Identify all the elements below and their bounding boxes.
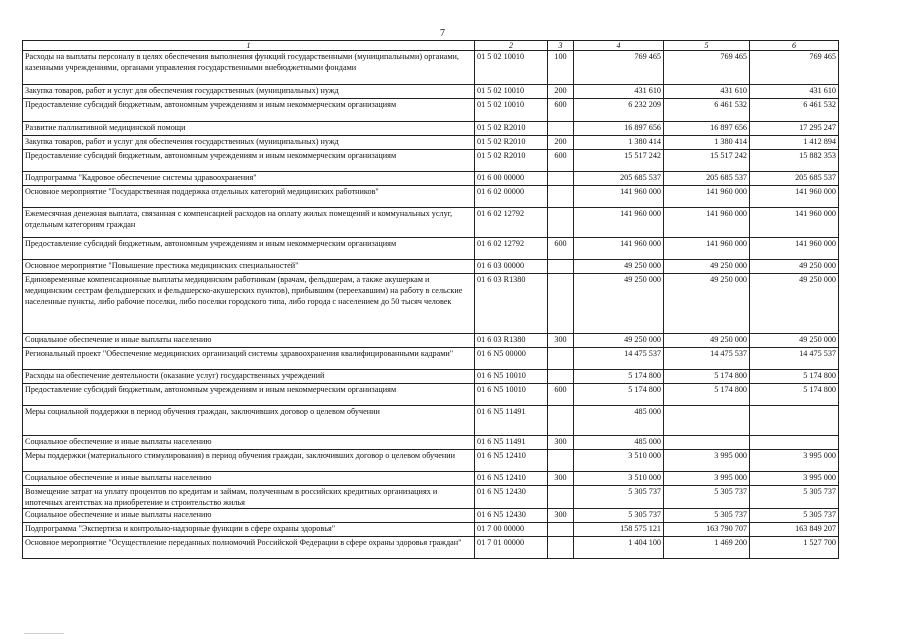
budget-code-cell: 01 7 00 00000 bbox=[475, 523, 548, 537]
expense-type-cell: 300 bbox=[548, 472, 574, 486]
amount-year2-cell: 1 380 414 bbox=[664, 136, 750, 150]
budget-code-cell: 01 6 N5 10010 bbox=[475, 370, 548, 384]
expense-type-cell bbox=[548, 486, 574, 509]
table-row bbox=[23, 523, 839, 537]
table-row bbox=[23, 122, 839, 136]
expense-type-cell bbox=[548, 122, 574, 136]
table-row bbox=[23, 537, 839, 559]
amount-year2-cell: 49 250 000 bbox=[664, 274, 750, 334]
amount-year2-cell: 141 960 000 bbox=[664, 208, 750, 238]
budget-code-cell: 01 6 03 R1380 bbox=[475, 274, 548, 334]
expense-type-cell: 300 bbox=[548, 334, 574, 348]
amount-year2-cell: 5 305 737 bbox=[664, 486, 750, 509]
row-name-cell: Закупка товаров, работ и услуг для обеспечения государственных (муниципальных) нужд bbox=[23, 136, 475, 150]
row-name-cell: Расходы на обеспечение деятельности (оказание услуг) государственных учреждений bbox=[23, 370, 475, 384]
amount-year1-cell: 14 475 537 bbox=[574, 348, 664, 370]
table-row bbox=[23, 370, 839, 384]
amount-year1-cell: 485 000 bbox=[574, 406, 664, 436]
amount-year3-cell: 6 461 532 bbox=[750, 99, 839, 122]
amount-year1-cell: 5 174 800 bbox=[574, 370, 664, 384]
amount-year2-cell: 163 790 707 bbox=[664, 523, 750, 537]
column-header: 6 bbox=[750, 41, 839, 51]
amount-year3-cell: 141 960 000 bbox=[750, 186, 839, 208]
amount-year3-cell: 1 412 894 bbox=[750, 136, 839, 150]
amount-year3-cell: 49 250 000 bbox=[750, 274, 839, 334]
amount-year2-cell: 431 610 bbox=[664, 85, 750, 99]
amount-year2-cell: 16 897 656 bbox=[664, 122, 750, 136]
amount-year1-cell: 5 305 737 bbox=[574, 486, 664, 509]
amount-year3-cell: 5 174 800 bbox=[750, 370, 839, 384]
row-name-cell: Предоставление субсидий бюджетным, автономным учреждениям и иным некоммерческим организациям bbox=[23, 384, 475, 406]
table-row bbox=[23, 51, 839, 85]
row-name-cell: Основное мероприятие "Осуществление переданных полномочий Российской Федерации в сфере охраны здоровья граждан" bbox=[23, 537, 475, 559]
budget-code-cell: 01 5 02 R2010 bbox=[475, 150, 548, 172]
row-name-cell: Социальное обеспечение и иные выплаты населению bbox=[23, 472, 475, 486]
amount-year1-cell: 49 250 000 bbox=[574, 274, 664, 334]
table-row bbox=[23, 406, 839, 436]
expense-type-cell: 600 bbox=[548, 384, 574, 406]
row-name-cell: Социальное обеспечение и иные выплаты населению bbox=[23, 436, 475, 450]
amount-year1-cell: 141 960 000 bbox=[574, 238, 664, 260]
budget-code-cell: 01 5 02 10010 bbox=[475, 85, 548, 99]
amount-year3-cell: 3 995 000 bbox=[750, 450, 839, 472]
table-row bbox=[23, 274, 839, 334]
amount-year1-cell: 49 250 000 bbox=[574, 334, 664, 348]
row-name-cell: Меры поддержки (материального стимулирования) в период обучения граждан, заключивших договор о целевом обучении bbox=[23, 450, 475, 472]
table-row bbox=[23, 260, 839, 274]
amount-year2-cell: 1 469 200 bbox=[664, 537, 750, 559]
amount-year2-cell: 14 475 537 bbox=[664, 348, 750, 370]
budget-code-cell: 01 6 03 00000 bbox=[475, 260, 548, 274]
amount-year3-cell: 141 960 000 bbox=[750, 208, 839, 238]
amount-year1-cell: 769 465 bbox=[574, 51, 664, 85]
page-number: 7 bbox=[440, 28, 445, 39]
table-row bbox=[23, 150, 839, 172]
expense-type-cell bbox=[548, 450, 574, 472]
amount-year3-cell: 141 960 000 bbox=[750, 238, 839, 260]
column-number-row bbox=[23, 41, 839, 51]
row-name-cell: Социальное обеспечение и иные выплаты населению bbox=[23, 509, 475, 523]
budget-code-cell: 01 5 02 10010 bbox=[475, 99, 548, 122]
amount-year3-cell: 205 685 537 bbox=[750, 172, 839, 186]
amount-year1-cell: 158 575 121 bbox=[574, 523, 664, 537]
amount-year2-cell: 141 960 000 bbox=[664, 238, 750, 260]
amount-year1-cell: 5 305 737 bbox=[574, 509, 664, 523]
expense-type-cell bbox=[548, 348, 574, 370]
amount-year1-cell: 485 000 bbox=[574, 436, 664, 450]
table-row bbox=[23, 85, 839, 99]
budget-code-cell: 01 6 03 R1380 bbox=[475, 334, 548, 348]
amount-year2-cell bbox=[664, 406, 750, 436]
amount-year3-cell bbox=[750, 436, 839, 450]
amount-year2-cell: 49 250 000 bbox=[664, 260, 750, 274]
amount-year2-cell: 3 995 000 bbox=[664, 472, 750, 486]
expense-type-cell bbox=[548, 370, 574, 384]
amount-year2-cell: 49 250 000 bbox=[664, 334, 750, 348]
expense-type-cell bbox=[548, 172, 574, 186]
expense-type-cell bbox=[548, 208, 574, 238]
amount-year3-cell: 431 610 bbox=[750, 85, 839, 99]
amount-year3-cell bbox=[750, 406, 839, 436]
budget-code-cell: 01 7 01 00000 bbox=[475, 537, 548, 559]
amount-year1-cell: 16 897 656 bbox=[574, 122, 664, 136]
budget-code-cell: 01 6 02 12792 bbox=[475, 208, 548, 238]
amount-year2-cell: 5 305 737 bbox=[664, 509, 750, 523]
expense-type-cell: 600 bbox=[548, 99, 574, 122]
table-row bbox=[23, 384, 839, 406]
amount-year3-cell: 5 305 737 bbox=[750, 486, 839, 509]
amount-year3-cell: 5 305 737 bbox=[750, 509, 839, 523]
amount-year1-cell: 3 510 000 bbox=[574, 472, 664, 486]
budget-code-cell: 01 6 N5 11491 bbox=[475, 436, 548, 450]
amount-year1-cell: 6 232 209 bbox=[574, 99, 664, 122]
budget-code-cell: 01 6 N5 12410 bbox=[475, 450, 548, 472]
amount-year2-cell: 5 174 800 bbox=[664, 370, 750, 384]
budget-code-cell: 01 5 02 R2010 bbox=[475, 122, 548, 136]
budget-code-cell: 01 6 N5 12430 bbox=[475, 486, 548, 509]
amount-year2-cell bbox=[664, 436, 750, 450]
amount-year1-cell: 3 510 000 bbox=[574, 450, 664, 472]
row-name-cell: Возмещение затрат на уплату процентов по кредитам и займам, полученным в российских кредитных организациях и ипотечных агентствах на приобретение и строительство жилья bbox=[23, 486, 475, 509]
row-name-cell: Подпрограмма "Экспертиза и контрольно-надзорные функции в сфере охраны здоровья" bbox=[23, 523, 475, 537]
expense-type-cell: 100 bbox=[548, 51, 574, 85]
amount-year1-cell: 141 960 000 bbox=[574, 186, 664, 208]
expense-type-cell bbox=[548, 406, 574, 436]
amount-year3-cell: 163 849 207 bbox=[750, 523, 839, 537]
expense-type-cell bbox=[548, 260, 574, 274]
amount-year1-cell: 141 960 000 bbox=[574, 208, 664, 238]
table-row bbox=[23, 509, 839, 523]
amount-year3-cell: 17 295 247 bbox=[750, 122, 839, 136]
amount-year3-cell: 5 174 800 bbox=[750, 384, 839, 406]
budget-code-cell: 01 5 02 R2010 bbox=[475, 136, 548, 150]
amount-year3-cell: 49 250 000 bbox=[750, 260, 839, 274]
row-name-cell: Подпрограмма "Кадровое обеспечение системы здравоохранения" bbox=[23, 172, 475, 186]
table-row bbox=[23, 334, 839, 348]
expense-type-cell bbox=[548, 537, 574, 559]
amount-year2-cell: 769 465 bbox=[664, 51, 750, 85]
row-name-cell: Предоставление субсидий бюджетным, автономным учреждениям и иным некоммерческим организациям bbox=[23, 150, 475, 172]
amount-year1-cell: 205 685 537 bbox=[574, 172, 664, 186]
row-name-cell: Региональный проект "Обеспечение медицинских организаций системы здравоохранения квалифицированными кадрами" bbox=[23, 348, 475, 370]
expense-type-cell: 200 bbox=[548, 85, 574, 99]
row-name-cell: Основное мероприятие "Повышение престижа медицинских специальностей" bbox=[23, 260, 475, 274]
table-row bbox=[23, 172, 839, 186]
amount-year3-cell: 3 995 000 bbox=[750, 472, 839, 486]
row-name-cell: Единовременные компенсационные выплаты медицинским работникам (врачам, фельдшерам, а также акушеркам и медицинским сестрам фельдшерских и фельдшерско-акушерских пунктов), прибывшим (переехавшим) на работу в сельские населенные пункты, либо рабочие поселки, либо поселки городского типа, либо города с населением до 50 тысяч человек bbox=[23, 274, 475, 334]
column-header: 3 bbox=[548, 41, 574, 51]
column-header: 2 bbox=[475, 41, 548, 51]
amount-year3-cell: 1 527 700 bbox=[750, 537, 839, 559]
budget-code-cell: 01 6 00 00000 bbox=[475, 172, 548, 186]
table-row bbox=[23, 450, 839, 472]
amount-year1-cell: 5 174 800 bbox=[574, 384, 664, 406]
row-name-cell: Развитие паллиативной медицинской помощи bbox=[23, 122, 475, 136]
expense-type-cell bbox=[548, 523, 574, 537]
amount-year1-cell: 1 380 414 bbox=[574, 136, 664, 150]
expense-type-cell: 200 bbox=[548, 136, 574, 150]
column-header: 5 bbox=[664, 41, 750, 51]
row-name-cell: Основное мероприятие "Государственная поддержка отдельных категорий медицинских работников" bbox=[23, 186, 475, 208]
table-row bbox=[23, 348, 839, 370]
row-name-cell: Предоставление субсидий бюджетным, автономным учреждениям и иным некоммерческим организациям bbox=[23, 238, 475, 260]
amount-year1-cell: 15 517 242 bbox=[574, 150, 664, 172]
amount-year2-cell: 5 174 800 bbox=[664, 384, 750, 406]
amount-year3-cell: 15 882 353 bbox=[750, 150, 839, 172]
amount-year1-cell: 1 404 100 bbox=[574, 537, 664, 559]
table-row bbox=[23, 486, 839, 509]
row-name-cell: Социальное обеспечение и иные выплаты населению bbox=[23, 334, 475, 348]
budget-code-cell: 01 6 N5 12430 bbox=[475, 509, 548, 523]
budget-code-cell: 01 6 N5 11491 bbox=[475, 406, 548, 436]
expense-type-cell: 300 bbox=[548, 436, 574, 450]
table-row bbox=[23, 472, 839, 486]
amount-year2-cell: 205 685 537 bbox=[664, 172, 750, 186]
expense-type-cell bbox=[548, 186, 574, 208]
column-header: 4 bbox=[574, 41, 664, 51]
budget-code-cell: 01 6 02 12792 bbox=[475, 238, 548, 260]
amount-year2-cell: 3 995 000 bbox=[664, 450, 750, 472]
amount-year1-cell: 431 610 bbox=[574, 85, 664, 99]
column-header: 1 bbox=[23, 41, 475, 51]
amount-year3-cell: 769 465 bbox=[750, 51, 839, 85]
budget-code-cell: 01 6 N5 10010 bbox=[475, 384, 548, 406]
expense-type-cell bbox=[548, 274, 574, 334]
table-row bbox=[23, 99, 839, 122]
row-name-cell: Расходы на выплаты персоналу в целях обеспечения выполнения функций государственными (муниципальными) органами, казенными учреждениями, органами управления государственными внебюджетными фондами bbox=[23, 51, 475, 85]
table-row bbox=[23, 436, 839, 450]
expense-type-cell: 300 bbox=[548, 509, 574, 523]
table-row bbox=[23, 186, 839, 208]
budget-table bbox=[22, 40, 839, 559]
budget-code-cell: 01 6 02 00000 bbox=[475, 186, 548, 208]
amount-year2-cell: 141 960 000 bbox=[664, 186, 750, 208]
budget-code-cell: 01 6 N5 12410 bbox=[475, 472, 548, 486]
amount-year3-cell: 14 475 537 bbox=[750, 348, 839, 370]
table-row bbox=[23, 208, 839, 238]
budget-code-cell: 01 5 02 10010 bbox=[475, 51, 548, 85]
row-name-cell: Меры социальной поддержки в период обучения граждан, заключивших договор о целевом обучении bbox=[23, 406, 475, 436]
row-name-cell: Закупка товаров, работ и услуг для обеспечения государственных (муниципальных) нужд bbox=[23, 85, 475, 99]
expense-type-cell: 600 bbox=[548, 238, 574, 260]
table-row bbox=[23, 136, 839, 150]
amount-year3-cell: 49 250 000 bbox=[750, 334, 839, 348]
amount-year2-cell: 15 517 242 bbox=[664, 150, 750, 172]
amount-year1-cell: 49 250 000 bbox=[574, 260, 664, 274]
row-name-cell: Ежемесячная денежная выплата, связанная с компенсацией расходов на оплату жилых помещений и коммунальных услуг, отдельным категориям граждан bbox=[23, 208, 475, 238]
table-row bbox=[23, 238, 839, 260]
budget-code-cell: 01 6 N5 00000 bbox=[475, 348, 548, 370]
row-name-cell: Предоставление субсидий бюджетным, автономным учреждениям и иным некоммерческим организациям bbox=[23, 99, 475, 122]
amount-year2-cell: 6 461 532 bbox=[664, 99, 750, 122]
expense-type-cell: 600 bbox=[548, 150, 574, 172]
